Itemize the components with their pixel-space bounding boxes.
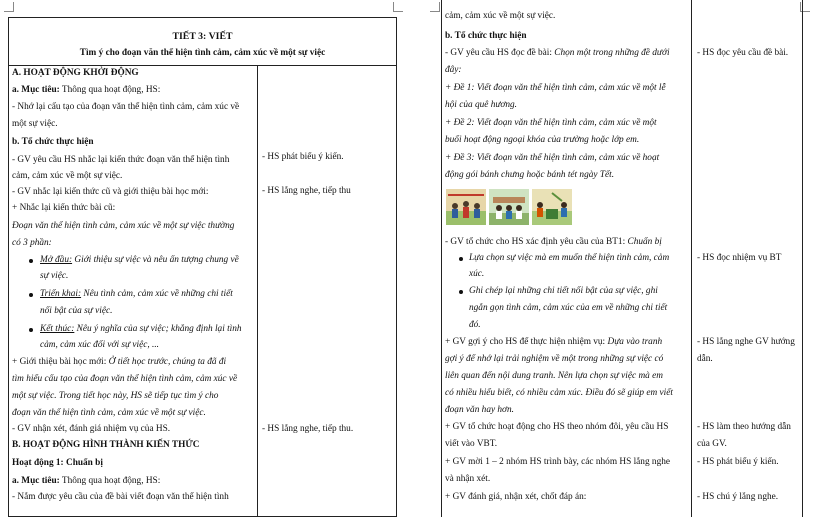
right-page [406, 0, 813, 519]
text-line: Triển khai: Nêu tình cảm, cảm xúc về những chi tiết [40, 289, 233, 299]
text-line: - GV nhắc lại kiến thức cũ và giới thiệu bài học mới: [12, 187, 209, 197]
text-line: + GV đánh giá, nhận xét, chốt đáp án: [445, 492, 587, 502]
hs-activity: - HS lắng nghe GV hướng [697, 337, 795, 347]
text-line: động gói bánh chưng hoặc bánh tét ngày Tết. [445, 170, 615, 180]
text-line: cảm, cảm xúc về một sự việc. [445, 11, 556, 21]
festival-illustration [446, 189, 486, 225]
text-line: + Đề 2: Viết đoạn văn thể hiện tình cảm, cảm xúc về một [445, 118, 657, 128]
text-line: + Nhắc lại kiến thức bài cũ: [12, 203, 116, 213]
bullet-icon [459, 290, 463, 294]
text-line: cảm, cảm xúc về một sự việc. [12, 171, 123, 181]
text-line: Đoạn văn thể hiện tình cảm, cảm xúc về một sự việc thường [12, 221, 235, 231]
text-line: đoạn văn thể hiện tình cảm, cảm xúc về một sự việc. [12, 408, 206, 418]
text-line: Ghi chép lại những chi tiết nổi bật của sự việc, ghi [469, 286, 658, 296]
subheading: b. Tổ chức thực hiện [12, 137, 94, 147]
hs-activity: - HS lắng nghe, tiếp thu. [262, 424, 354, 434]
hs-activity: của GV. [697, 439, 727, 449]
text-line: xúc. [469, 269, 485, 279]
text-line: hội của quê hương. [445, 100, 518, 110]
text-line: một sự việc. [12, 119, 58, 129]
hs-activity: - HS đọc yêu cầu đề bài. [697, 48, 789, 58]
bullet-icon [459, 257, 463, 261]
hs-activity: - HS phát biểu ý kiến. [697, 457, 779, 467]
text-line: + GV mời 1 – 2 nhóm HS trình bày, các nhóm HS lắng nghe [445, 457, 670, 467]
text-line: Mở đầu: Giới thiệu sự việc và nêu ấn tượng chung về [40, 255, 239, 265]
lesson-table-left [8, 17, 397, 517]
text-line: liên quan đến nội dung tranh. Nên lựa chọn sự việc mà em [445, 371, 663, 381]
lesson-subtitle: Tìm ý cho đoạn văn thể hiện tình cảm, cảm xúc về một sự việc [79, 48, 326, 58]
banh-chung-illustration [532, 189, 572, 225]
group-activity-illustration [489, 189, 529, 225]
lesson-title: TIẾT 3: VIẾT [172, 31, 233, 42]
text-line: đoạn văn hay hơn. [445, 405, 514, 415]
section-heading: A. HOẠT ĐỘNG KHỞI ĐỘNG [12, 68, 139, 78]
text-line: nổi bật của sự việc. [40, 306, 113, 316]
subheading: b. Tổ chức thực hiện [445, 31, 527, 41]
left-page [0, 0, 406, 519]
hs-activity: - HS làm theo hướng dẫn [697, 422, 791, 432]
bullet-icon [29, 328, 33, 332]
text-line: - GV yêu cầu HS đọc đề bài: Chọn một trong những đề dưới [445, 48, 670, 58]
lesson-table-right [441, 0, 803, 517]
text-line: có nhiều hiểu biết, có nhiều cảm xúc. Điều đó sẽ giúp em viết [445, 388, 673, 398]
text-line: a. Mục tiêu: Thông qua hoạt động, HS: [12, 476, 161, 486]
text-line: a. Mục tiêu: Thông qua hoạt động, HS: [12, 85, 161, 95]
text-line: và nhận xét. [445, 474, 491, 484]
text-line: có 3 phần: [12, 238, 52, 248]
text-line: đây: [445, 65, 462, 75]
text-line: đó. [469, 320, 481, 330]
text-line: + Đề 3: Viết đoạn văn thể hiện tình cảm, cảm xúc về hoạt [445, 153, 660, 163]
margin-mark [4, 2, 14, 12]
text-line: Lựa chọn sự việc mà em muốn thể hiện tình cảm, cảm [469, 253, 670, 263]
hs-activity: - HS chú ý lắng nghe. [697, 492, 779, 502]
text-line: Kết thúc: Nêu ý nghĩa của sự việc; khẳng định lại tình [40, 324, 242, 334]
margin-mark [430, 2, 440, 12]
text-line: cảm, cảm xúc đối với sự việc, ... [40, 340, 159, 350]
hs-activity: - HS lắng nghe, tiếp thu [262, 186, 351, 196]
hs-activity: - HS phát biểu ý kiến. [262, 152, 344, 162]
text-line: gợi ý để nhớ lại trải nghiệm về một trong những sự việc có [445, 354, 664, 364]
bullet-icon [29, 259, 33, 263]
text-line: buổi hoạt động ngoại khóa của trường hoặc lớp em. [445, 135, 640, 145]
text-line: - Nhớ lại cấu tạo của đoạn văn thể hiện tình cảm, cảm xúc về [12, 102, 240, 112]
hs-activity: dẫn. [697, 354, 713, 364]
text-line: + Giới thiệu bài học mới: Ở tiết học trước, chúng ta đã đi [12, 357, 227, 367]
text-line: tìm hiểu cấu tạo của đoạn văn thể hiện tình cảm, cảm xúc về [12, 374, 238, 384]
text-line: ngắn gọn tình cảm, cảm xúc của em về những chi tiết [469, 303, 668, 313]
text-line: - GV tổ chức cho HS xác định yêu cầu của BT1: Chuẩn bị [445, 237, 662, 247]
text-line: - GV yêu cầu HS nhắc lại kiến thức đoạn văn thể hiện tình [12, 155, 230, 165]
text-line: + GV tổ chức hoạt động cho HS theo nhóm đôi, yêu cầu HS [445, 422, 669, 432]
text-line: + Đề 1: Viết đoạn văn thể hiện tình cảm, cảm xúc về một lễ [445, 83, 666, 93]
text-line: + GV gợi ý cho HS để thực hiện nhiệm vụ: Dựa vào tranh [445, 337, 663, 347]
text-line: một sự việc. Trong tiết học này, HS sẽ tiếp tục tìm ý cho [12, 391, 219, 401]
subheading: Hoạt động 1: Chuẩn bị [12, 458, 103, 468]
bullet-icon [29, 293, 33, 297]
text-line: - GV nhận xét, đánh giá nhiệm vụ của HS. [12, 424, 171, 434]
text-line: viết vào VBT. [445, 439, 498, 449]
margin-mark [393, 2, 403, 12]
hs-activity: - HS đọc nhiệm vụ BT [697, 253, 782, 263]
section-heading: B. HOẠT ĐỘNG HÌNH THÀNH KIẾN THỨC [12, 440, 200, 450]
text-line: sự việc. [40, 271, 69, 281]
text-line: - Nắm được yêu cầu của đề bài viết đoạn văn thể hiện tình [12, 492, 229, 502]
